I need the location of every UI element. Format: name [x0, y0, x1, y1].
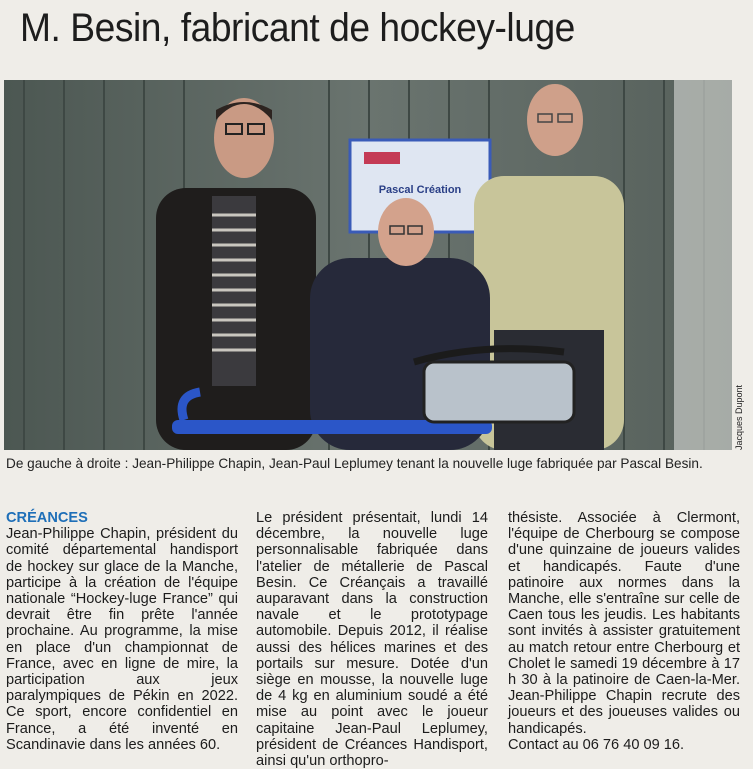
photo-credit: Jacques Dupont: [734, 384, 744, 450]
headline: M. Besin, fabricant de hockey-luge: [20, 6, 575, 50]
column-2-text: Le président présentait, lundi 14 décembre, la nouvelle luge personnalisable fabriquée dans l'atelier de métallerie de Pascal Besin. Ce Créançais a travaillé auparavant dans la construction navale et le prototypage automobile. Depuis 2012, il réalise aussi des hélices marines et des portails sur mesure. Dotée d'un siège en mousse, la nouvelle luge de 4 kg en aluminium soudé a été mise au point avec le joueur capitaine Jean-Paul Leplumey, président de Créances Handisport, ainsi qu'un orthopro-: [256, 510, 488, 769]
dateline: CRÉANCES: [6, 510, 88, 526]
article-column-2: [256, 510, 488, 769]
svg-text:Pascal Création: Pascal Création: [378, 184, 462, 196]
photo-illustration: [4, 80, 732, 450]
article-photo: [4, 80, 732, 450]
article-column-3: [508, 510, 740, 753]
article-column-1: [6, 510, 238, 753]
photo-caption: De gauche à droite : Jean-Philippe Chapin, Jean-Paul Leplumey tenant la nouvelle luge fabriquée par Pascal Besin.: [6, 456, 703, 471]
column-1-text: Jean-Philippe Chapin, président du comité départemental handisport de hockey sur glace de la Manche, participe à la création de l'équipe nationale “Hockey-luge France” qui devrait être fin prête l'année prochaine. Au programme, la mise en place d'un championnat de France, avec en ligne de mire, la participation aux jeux paralympiques de Pékin en 2022. Ce sport, encore confidentiel en France, a été inventé en Scandinavie dans les années 60.: [6, 526, 238, 753]
column-3-text: thésiste. Associée à Clermont, l'équipe de Cherbourg se compose d'une quinzaine de joueurs valides et handicapés. Faute d'une patinoire aux normes dans la Manche, elle s'entraîne sur celle de Caen tous les jeudis. Les habitants sont invités à assister gratuitement au match retour entre Cherbourg et Cholet le samedi 19 décembre à 17 h 30 à la patinoire de Caen-la-Mer. Jean-Philippe Chapin recrute des joueurs et des joueuses valides ou handicapés.: [508, 510, 740, 737]
contact-line: Contact au 06 76 40 09 16.: [508, 736, 685, 753]
